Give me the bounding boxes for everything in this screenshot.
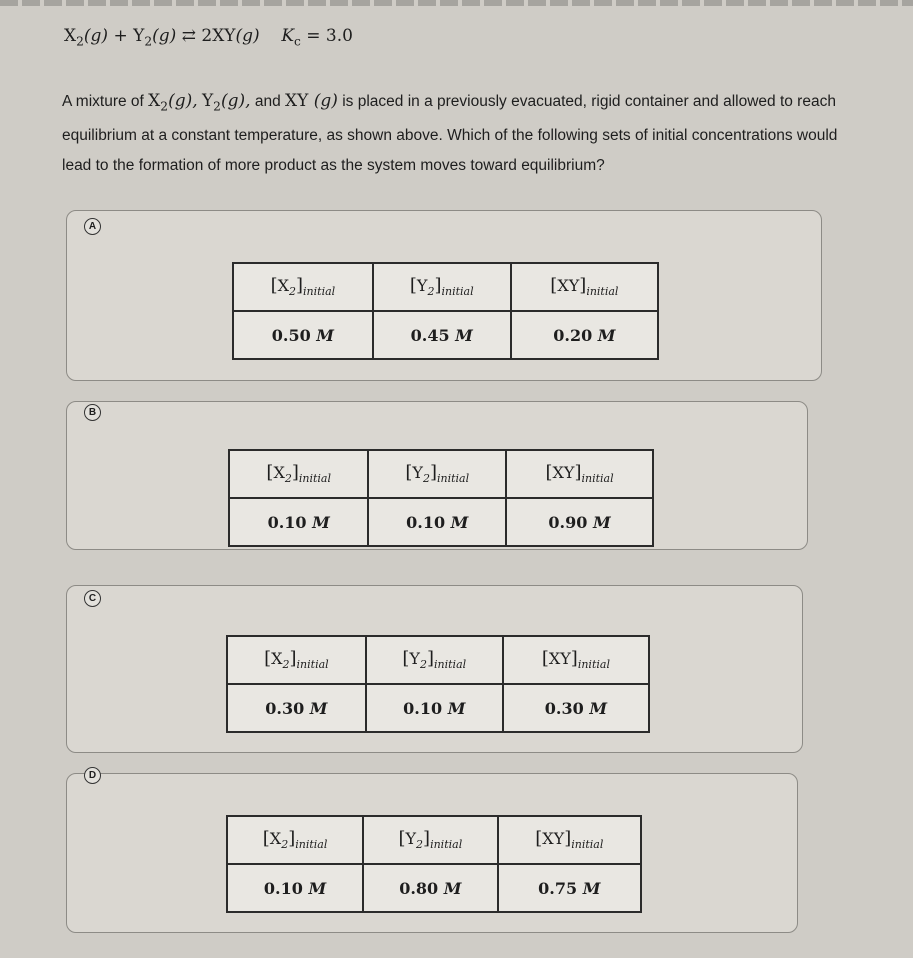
question-text: A mixture of $X_2(g)$, $Y_2(g)$, and XY (g) is placed in a previously evacuated, rigid container and allowed to reach equilibrium at a constant temperature, as shown above. Which of the following sets of initial concentrations would lead to the formation of more product as the system moves toward equilibrium? <box>62 91 838 175</box>
choice-c-marker[interactable]: C <box>84 590 101 607</box>
header-xy: $[XY]_{initial}$ <box>511 263 658 311</box>
header-xy: $[XY]_{initial}$ <box>498 816 641 864</box>
choice-b-table <box>228 449 654 547</box>
choice-a-table <box>232 262 659 360</box>
header-x2: $[X_2]_{initial}$ <box>227 816 363 864</box>
value-xy: 0.20 M <box>511 311 658 359</box>
value-y2: 0.45 M <box>373 311 511 359</box>
equilibrium-equation: $X_2(g) + Y_2(g)$ ⇄ 2XY(g) $K_c = 3.0$ <box>64 26 353 49</box>
value-xy: 0.75 M <box>498 864 641 912</box>
header-xy: $[XY]_{initial}$ <box>506 450 653 498</box>
header-y2: $[Y_2]_{initial}$ <box>363 816 497 864</box>
value-y2: 0.80 M <box>363 864 497 912</box>
value-x2: 0.10 M <box>229 498 368 546</box>
value-y2: 0.10 M <box>368 498 506 546</box>
choice-d-table <box>226 815 642 913</box>
header-y2: $[Y_2]_{initial}$ <box>366 636 503 684</box>
choice-a-marker[interactable]: A <box>84 218 101 235</box>
header-x2: $[X_2]_{initial}$ <box>233 263 373 311</box>
value-x2: 0.10 M <box>227 864 363 912</box>
header-x2: $[X_2]_{initial}$ <box>227 636 366 684</box>
value-xy: 0.30 M <box>503 684 649 732</box>
value-x2: 0.30 M <box>227 684 366 732</box>
header-xy: $[XY]_{initial}$ <box>503 636 649 684</box>
value-y2: 0.10 M <box>366 684 503 732</box>
choice-d-marker[interactable]: D <box>84 767 101 784</box>
header-y2: $[Y_2]_{initial}$ <box>368 450 506 498</box>
value-xy: 0.90 M <box>506 498 653 546</box>
top-divider <box>0 0 913 6</box>
choice-c-table <box>226 635 650 733</box>
header-y2: $[Y_2]_{initial}$ <box>373 263 511 311</box>
choice-b-marker[interactable]: B <box>84 404 101 421</box>
value-x2: 0.50 M <box>233 311 373 359</box>
header-x2: $[X_2]_{initial}$ <box>229 450 368 498</box>
